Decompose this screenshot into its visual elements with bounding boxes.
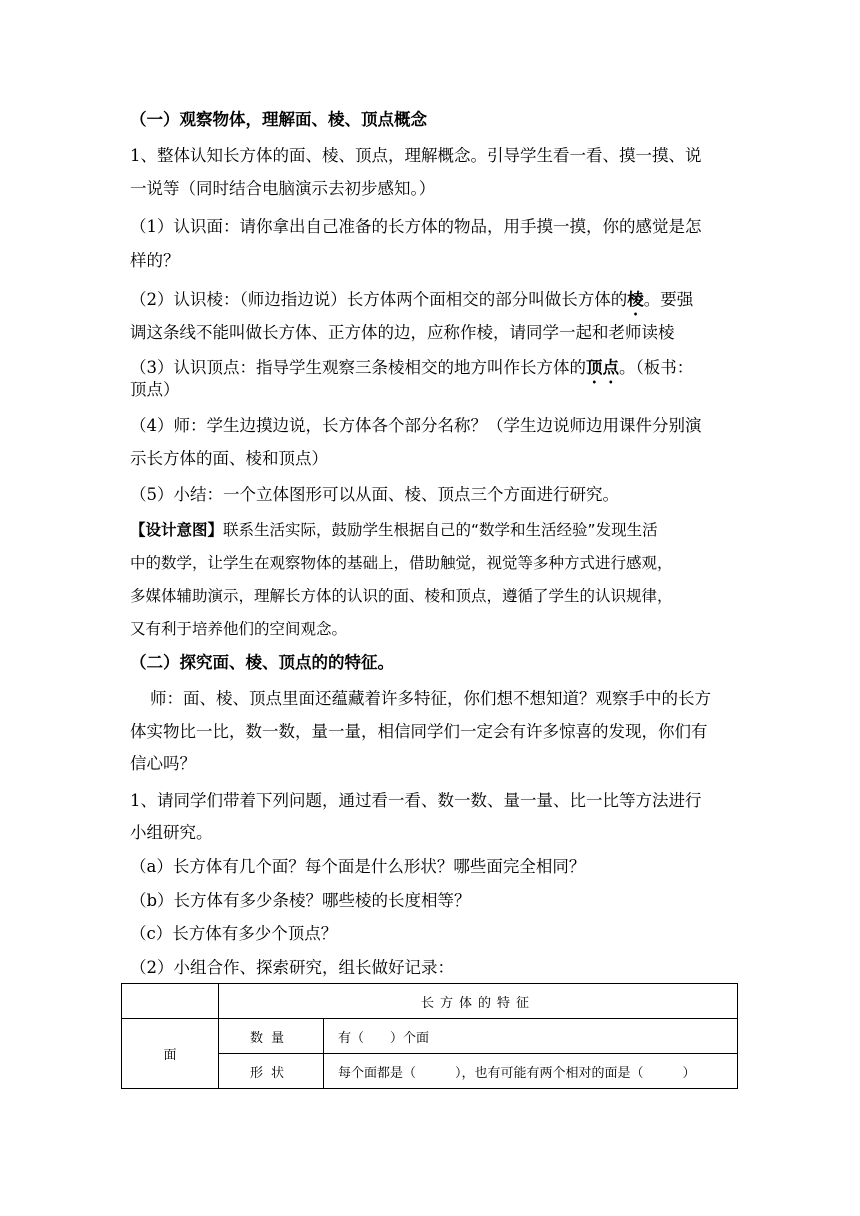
paragraph-7-line-2: 体实物比一比，数一数，量一量，相信同学们一定会有许多惊喜的发现，你们有	[130, 722, 708, 741]
table-header-row	[122, 984, 738, 1019]
question-a: （a）长方体有几个面？每个面是什么形状？哪些面完全相同？	[130, 857, 586, 876]
paragraph-8-line-1: 1、请同学们带着下列问题，通过看一看、数一数、量一量、比一比等方法进行	[130, 791, 702, 810]
paragraph-8-line-2: 小组研究。	[130, 823, 213, 842]
term-edge: 棱	[627, 290, 644, 309]
value-quantity: 有（ ）个面	[324, 1019, 738, 1054]
table-corner-cell	[122, 984, 219, 1019]
paragraph-7-line-1: 师：面、棱、顶点里面还蕴藏着许多特征，你们想不想知道？观察手中的长方	[150, 689, 711, 708]
design-intent-line-3: 多媒体辅助演示，理解长方体的认识的面、棱和顶点，遵循了学生的认识规律，	[130, 587, 673, 605]
table-row	[122, 1019, 738, 1054]
value-shape: 每个面都是（ ），也有可能有两个相对的面是（ ）	[324, 1054, 738, 1089]
paragraph-3-line-1	[130, 289, 693, 319]
design-intent-label: 【设计意图】	[130, 521, 224, 539]
section-2-title: （二）探究面、棱、顶点的的特征。	[130, 653, 394, 672]
paragraph-2-line-2: 样的？	[130, 251, 180, 270]
paragraph-4-text: （3）认识顶点：指导学生观察三条棱相交的地方叫作长方体的	[130, 358, 586, 377]
paragraph-4-line-1	[130, 357, 693, 387]
paragraph-3-text-end: 。要强	[643, 290, 694, 309]
paragraph-5-line-2: 示长方体的面、棱和顶点）	[130, 449, 328, 468]
paragraph-4-line-2: 顶点）	[130, 380, 180, 399]
design-intent-text: 联系生活实际，鼓励学生根据自己的“数学和生活经验”发现生活	[223, 521, 658, 539]
paragraph-4-text-end: 。（板书：	[619, 358, 694, 377]
group-work-instruction: （2）小组合作、探索研究，组长做好记录：	[130, 958, 454, 977]
paragraph-2-line-1: （1）认识面：请你拿出自己准备的长方体的物品，用手摸一摸，你的感觉是怎	[130, 217, 702, 236]
label-quantity: 数量	[219, 1019, 324, 1054]
row-group-face: 面	[122, 1019, 219, 1089]
paragraph-3-line-2: 调这条线不能叫做长方体、正方体的边，应称作棱，请同学一起和老师读棱	[130, 323, 675, 342]
section-1-title: （一）观察物体，理解面、棱、顶点概念	[130, 110, 427, 129]
paragraph-3-text: （2）认识棱：（师边指边说）长方体两个面相交的部分叫做长方体的	[130, 290, 628, 309]
term-vertex: 顶点	[586, 358, 619, 377]
design-intent-line-2: 中的数学，让学生在观察物体的基础上，借助触觉，视觉等多种方式进行感观，	[130, 554, 673, 572]
paragraph-5-line-1: （4）师：学生边摸边说，长方体各个部分名称？（学生边说师边用课件分别演	[130, 416, 702, 435]
features-table	[121, 983, 738, 1089]
paragraph-1-line-1: 1、整体认知长方体的面、棱、顶点，理解概念。引导学生看一看、摸一摸、说	[130, 146, 702, 165]
paragraph-6: （5）小结：一个立体图形可以从面、棱、顶点三个方面进行研究。	[130, 485, 619, 504]
question-b: （b）长方体有多少条棱？哪些棱的长度相等？	[130, 891, 471, 910]
table-header: 长方体的特征	[219, 984, 738, 1019]
question-c: （c）长方体有多少个顶点？	[130, 924, 338, 943]
design-intent-line-4: 又有利于培养他们的空间观念。	[130, 620, 348, 638]
label-shape: 形状	[219, 1054, 324, 1089]
paragraph-7-line-3: 信心吗？	[130, 754, 196, 773]
paragraph-1-line-2: 一说等（同时结合电脑演示去初步感知。）	[130, 179, 436, 198]
design-intent-line-1	[130, 519, 658, 541]
